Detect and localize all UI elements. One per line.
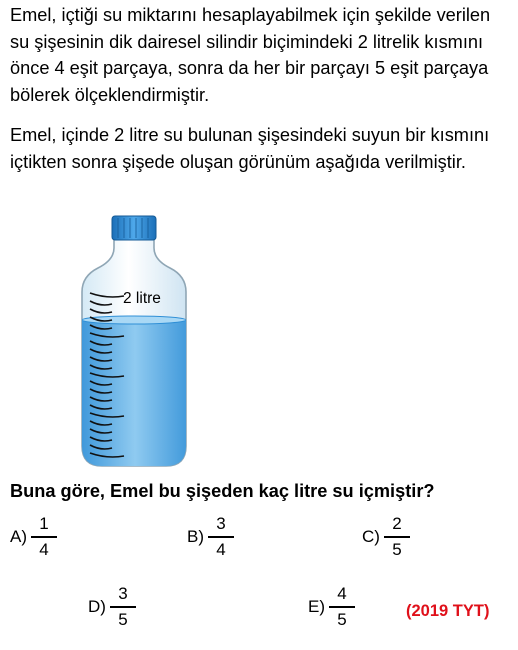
option-d-fraction: [110, 584, 136, 630]
option-c[interactable]: [362, 514, 410, 560]
problem-paragraph-2: Emel, içinde 2 litre su bulunan şişesindeki suyun bir kısmını içtikten sonra şişede oluşan görünüm aşağıda verilmiştir.: [10, 125, 490, 172]
option-b-fraction: [208, 514, 234, 560]
option-c-fraction: [384, 514, 410, 560]
option-a-numerator: 1: [39, 514, 49, 533]
option-e-letter: E): [308, 596, 325, 616]
bottle-cap: [112, 216, 156, 240]
option-e-fraction: [329, 584, 355, 630]
option-d-letter: D): [88, 596, 106, 616]
option-e-denominator: 5: [337, 609, 347, 629]
option-a-denominator: 4: [39, 539, 49, 559]
option-b-numerator: 3: [216, 514, 226, 533]
option-b-letter: B): [187, 526, 204, 546]
option-a[interactable]: [10, 514, 57, 560]
option-c-numerator: 2: [392, 514, 402, 533]
option-b-denominator: 4: [216, 539, 226, 559]
option-c-letter: C): [362, 526, 380, 546]
option-d[interactable]: [88, 584, 136, 630]
option-c-denominator: 5: [392, 539, 402, 559]
option-e-numerator: 4: [337, 584, 347, 603]
option-a-letter: A): [10, 526, 27, 546]
water-bottle-figure: [70, 208, 200, 473]
exam-source-label: (2019 TYT): [406, 602, 490, 620]
option-a-fraction: [31, 514, 57, 560]
bottle-label-2-litre: 2 litre: [123, 290, 161, 307]
problem-paragraph-1: Emel, içtiği su miktarını hesaplayabilmek için şekilde verilen su şişesinin dik dairesel silindir biçimindeki 2 litrelik kısmını önce 4 eşit parçaya, sonra da her bir parçayı 5 eşit parçaya bölerek ölçeklendirmiştir.: [10, 5, 491, 105]
option-d-numerator: 3: [118, 584, 128, 603]
option-e[interactable]: [308, 584, 355, 630]
option-b[interactable]: [187, 514, 234, 560]
question-text: Buna göre, Emel bu şişeden kaç litre su içmiştir?: [10, 481, 435, 501]
option-d-denominator: 5: [118, 609, 128, 629]
